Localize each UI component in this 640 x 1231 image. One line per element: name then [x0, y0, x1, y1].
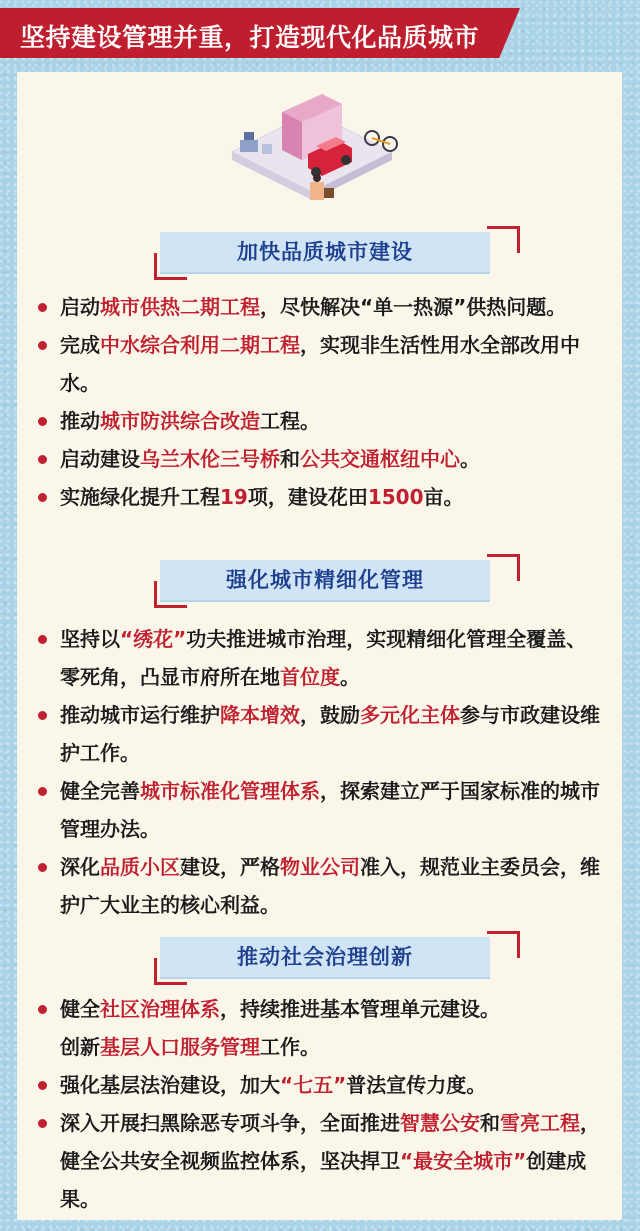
body-text: ，持续推进基本管理单元建设。: [220, 997, 500, 1021]
highlight-text: “绣花”: [120, 627, 187, 651]
body-text: 亩。: [423, 485, 464, 509]
body-text: 建设，严格: [180, 855, 280, 879]
body-text: 启动建设: [60, 447, 140, 471]
bullet-item: [38, 620, 606, 696]
highlight-text: 1500: [367, 485, 424, 509]
bullet-item: [38, 696, 606, 772]
section-header-fine-management: [160, 560, 520, 608]
highlight-text: 物业公司: [280, 855, 360, 879]
corner-decoration: [487, 554, 520, 581]
body-text: 推动: [60, 409, 100, 433]
body-text: 创新: [60, 1035, 100, 1059]
highlight-text: 品质小区: [100, 855, 180, 879]
bullet-item: [38, 990, 606, 1028]
body-text: ，鼓励: [300, 703, 360, 727]
corner-decoration: [487, 931, 520, 958]
body-text: 准入，规范业主委员会，维护广大业主的核心利益。: [60, 855, 600, 917]
section-header-social-governance: [160, 937, 520, 985]
section-title: 强化城市精细化管理: [226, 568, 424, 592]
banner-title: 坚持建设管理并重，打造现代化品质城市: [20, 23, 480, 52]
highlight-text: 城市防洪综合改造: [100, 409, 260, 433]
section-header-quality-city: [160, 232, 520, 280]
body-text: 和: [280, 447, 300, 471]
corner-decoration: [487, 226, 520, 253]
body-text: 普法宣传力度。: [346, 1073, 487, 1097]
body-text: 功夫推进城市治理，实现精细化管理全覆盖、零死角，凸显市府所在地: [60, 627, 587, 689]
section-title: 推动社会治理创新: [237, 945, 413, 969]
bullet-item: [38, 1066, 606, 1104]
section-list-fine-management: [38, 620, 606, 924]
body-text: 完成: [60, 333, 100, 357]
section-list-quality-city: [38, 288, 606, 516]
highlight-text: 城市供热二期工程: [100, 295, 260, 319]
highlight-text: 乌兰木伦三号桥: [140, 447, 280, 471]
body-text: 深入开展扫黑除恶专项斗争，全面推进: [60, 1111, 400, 1135]
bullet-item: [38, 402, 606, 440]
section-list-social-governance: [38, 990, 606, 1218]
body-text: 项，建设花田: [247, 485, 368, 509]
highlight-text: 雪亮工程: [500, 1111, 580, 1135]
bullet-item: [38, 440, 606, 478]
body-text: 健全: [60, 997, 100, 1021]
body-text: 启动: [60, 295, 100, 319]
highlight-text: “最安全城市”: [400, 1149, 527, 1173]
body-text: 实施绿化提升工程: [60, 485, 220, 509]
bullet-item: [38, 478, 606, 516]
body-text: 强化基层法治建设，加大: [60, 1073, 280, 1097]
body-text: 深化: [60, 855, 100, 879]
body-text: 参与市政建设维护工作。: [60, 703, 600, 765]
body-text: 。: [340, 665, 360, 689]
body-text: 和: [480, 1111, 500, 1135]
body-text: 健全完善: [60, 779, 140, 803]
body-text: 工程。: [260, 409, 320, 433]
highlight-text: “七五”: [280, 1073, 347, 1097]
bullet-item: [38, 1104, 606, 1218]
highlight-text: 基层人口服务管理: [100, 1035, 260, 1059]
highlight-text: 社区治理体系: [100, 997, 220, 1021]
section-title: 加快品质城市建设: [237, 240, 413, 264]
highlight-text: 19: [220, 485, 248, 509]
body-text: ，尽快解决“单一热源”供热问题。: [260, 295, 567, 319]
body-text: 创建成果。: [60, 1149, 587, 1211]
highlight-text: 首位度: [280, 665, 340, 689]
body-text: 坚持以: [60, 627, 120, 651]
body-text: 工作。: [260, 1035, 320, 1059]
highlight-text: 降本增效: [220, 703, 300, 727]
bullet-item: [38, 1028, 606, 1066]
highlight-text: 公共交通枢纽中心: [300, 447, 460, 471]
bullet-item: [38, 848, 606, 924]
highlight-text: 中水综合利用二期工程: [100, 333, 300, 357]
bullet-item: [38, 288, 606, 326]
body-text: 。: [460, 447, 480, 471]
city-construction-illustration: [212, 82, 412, 222]
bullet-item: [38, 326, 606, 402]
bullet-item: [38, 772, 606, 848]
highlight-text: 智慧公安: [400, 1111, 480, 1135]
body-text: ，实现非生活性用水全部改用中水。: [60, 333, 580, 395]
highlight-text: 城市标准化管理体系: [140, 779, 320, 803]
highlight-text: 多元化主体: [360, 703, 460, 727]
body-text: ，探索建立严于国家标准的城市管理办法。: [60, 779, 600, 841]
body-text: ，健全公共安全视频监控体系，坚决捍卫: [60, 1111, 600, 1173]
body-text: 推动城市运行维护: [60, 703, 220, 727]
